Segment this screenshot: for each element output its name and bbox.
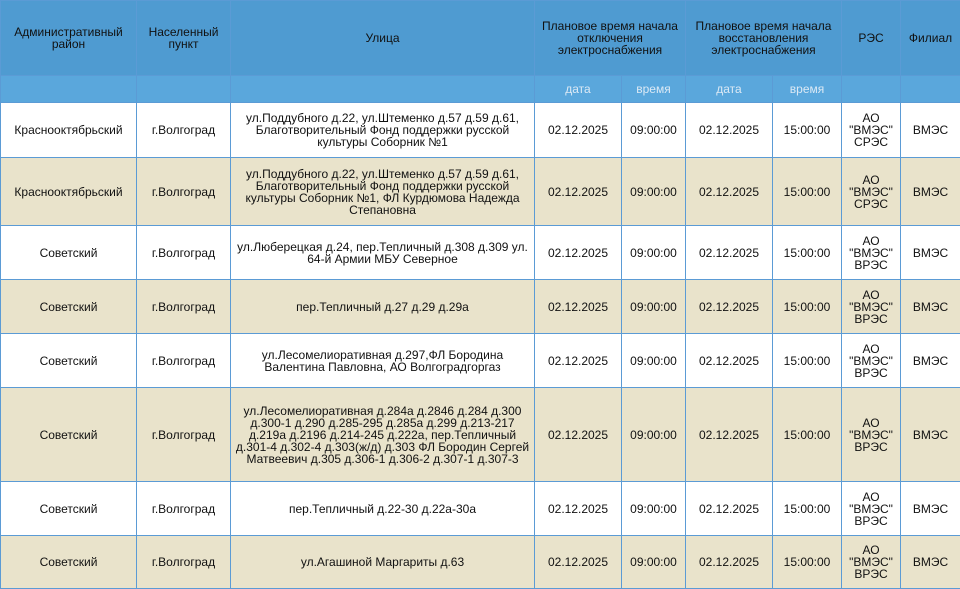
cell-district: Советский: [1, 388, 137, 482]
cell-on-time: 15:00:00: [773, 158, 842, 226]
cell-res: [842, 158, 901, 226]
cell-district: Советский: [1, 536, 137, 589]
cell-on-date: 02.12.2025: [686, 334, 773, 388]
res-line: АО: [862, 543, 879, 557]
cell-settlement: г.Волгоград: [137, 226, 231, 280]
table-row: [1, 388, 960, 482]
res-line: АО: [862, 173, 879, 187]
cell-district: Советский: [1, 280, 137, 334]
cell-res: [842, 388, 901, 482]
cell-res: [842, 280, 901, 334]
cell-on-time: 15:00:00: [773, 226, 842, 280]
cell-on-time: 15:00:00: [773, 388, 842, 482]
table-row: [1, 536, 960, 589]
subheader-empty: [842, 76, 901, 103]
table-body: [1, 103, 960, 589]
cell-on-time: 15:00:00: [773, 280, 842, 334]
cell-district: Краснооктябрьский: [1, 158, 137, 226]
cell-res: [842, 103, 901, 158]
subheader-on-time: время: [773, 76, 842, 103]
cell-branch: ВМЭС: [901, 103, 960, 158]
cell-res: [842, 482, 901, 536]
cell-settlement: г.Волгоград: [137, 388, 231, 482]
cell-off-time: 09:00:00: [622, 103, 686, 158]
cell-on-date: 02.12.2025: [686, 158, 773, 226]
cell-settlement: г.Волгоград: [137, 103, 231, 158]
subheader-off-time: время: [622, 76, 686, 103]
res-line: ВРЭС: [854, 312, 887, 326]
cell-district: Советский: [1, 334, 137, 388]
res-line: АО: [862, 234, 879, 248]
cell-off-time: 09:00:00: [622, 280, 686, 334]
cell-res: [842, 334, 901, 388]
cell-off-date: 02.12.2025: [535, 226, 622, 280]
cell-off-date: 02.12.2025: [535, 103, 622, 158]
header-row: [1, 1, 960, 76]
subheader-empty: [901, 76, 960, 103]
subheader-on-date: дата: [686, 76, 773, 103]
table-row: [1, 226, 960, 280]
cell-settlement: г.Волгоград: [137, 536, 231, 589]
cell-off-time: 09:00:00: [622, 158, 686, 226]
cell-off-time: 09:00:00: [622, 226, 686, 280]
res-line: АО: [862, 342, 879, 356]
res-line: ВРЭС: [854, 567, 887, 581]
cell-on-date: 02.12.2025: [686, 226, 773, 280]
res-line: "ВМЭС": [849, 502, 893, 516]
table-row: [1, 103, 960, 158]
header-branch: Филиал: [901, 1, 960, 76]
cell-street: ул.Поддубного д.22, ул.Штеменко д.57 д.59 д.61, Благотворительный Фонд поддержки русской культуры Соборник №1: [231, 103, 535, 158]
cell-off-date: 02.12.2025: [535, 158, 622, 226]
cell-on-time: 15:00:00: [773, 536, 842, 589]
cell-street: ул.Поддубного д.22, ул.Штеменко д.57 д.59 д.61, Благотворительный Фонд поддержки русской культуры Соборник №1, ФЛ Курдюмова Надежда Степановна: [231, 158, 535, 226]
cell-on-time: 15:00:00: [773, 103, 842, 158]
cell-settlement: г.Волгоград: [137, 280, 231, 334]
cell-on-date: 02.12.2025: [686, 280, 773, 334]
cell-off-date: 02.12.2025: [535, 280, 622, 334]
cell-res: [842, 226, 901, 280]
cell-off-time: 09:00:00: [622, 536, 686, 589]
cell-street: ул.Люберецкая д.24, пер.Тепличный д.308 д.309 ул. 64-й Армии МБУ Северное: [231, 226, 535, 280]
res-line: АО: [862, 288, 879, 302]
cell-off-time: 09:00:00: [622, 334, 686, 388]
res-line: "ВМЭС": [849, 185, 893, 199]
cell-off-date: 02.12.2025: [535, 482, 622, 536]
cell-street: ул.Агашиной Маргариты д.63: [231, 536, 535, 589]
cell-settlement: г.Волгоград: [137, 482, 231, 536]
cell-off-date: 02.12.2025: [535, 334, 622, 388]
table-row: [1, 158, 960, 226]
res-line: АО: [862, 490, 879, 504]
table-row: [1, 334, 960, 388]
res-line: "ВМЭС": [849, 428, 893, 442]
cell-branch: ВМЭС: [901, 536, 960, 589]
cell-branch: ВМЭС: [901, 334, 960, 388]
cell-district: Советский: [1, 482, 137, 536]
res-line: СРЭС: [854, 135, 888, 149]
header-street: Улица: [231, 1, 535, 76]
cell-settlement: г.Волгоград: [137, 334, 231, 388]
table-row: [1, 280, 960, 334]
res-line: "ВМЭС": [849, 555, 893, 569]
cell-settlement: г.Волгоград: [137, 158, 231, 226]
cell-res: [842, 536, 901, 589]
cell-off-date: 02.12.2025: [535, 388, 622, 482]
cell-branch: ВМЭС: [901, 158, 960, 226]
cell-on-date: 02.12.2025: [686, 536, 773, 589]
res-line: АО: [862, 416, 879, 430]
res-line: ВРЭС: [854, 258, 887, 272]
cell-street: ул.Лесомелиоративная д.297,ФЛ Бородина Валентина Павловна, АО Волгоградгоргаз: [231, 334, 535, 388]
cell-on-date: 02.12.2025: [686, 482, 773, 536]
res-line: ВРЭС: [854, 366, 887, 380]
res-line: "ВМЭС": [849, 300, 893, 314]
subheader-off-date: дата: [535, 76, 622, 103]
res-line: ВРЭС: [854, 440, 887, 454]
cell-street: пер.Тепличный д.22-30 д.22а-30а: [231, 482, 535, 536]
header-outage-start: Плановое время начала отключения электроснабжения: [535, 1, 686, 76]
cell-on-time: 15:00:00: [773, 482, 842, 536]
cell-on-date: 02.12.2025: [686, 103, 773, 158]
header-restore-start: Плановое время начала восстановления электроснабжения: [686, 1, 842, 76]
cell-district: Советский: [1, 226, 137, 280]
res-line: "ВМЭС": [849, 354, 893, 368]
cell-branch: ВМЭС: [901, 482, 960, 536]
subheader-row: [1, 76, 960, 103]
res-line: АО: [862, 111, 879, 125]
table-row: [1, 482, 960, 536]
header-settlement: Населенный пункт: [137, 1, 231, 76]
res-line: ВРЭС: [854, 514, 887, 528]
header-res: РЭС: [842, 1, 901, 76]
cell-branch: ВМЭС: [901, 388, 960, 482]
cell-on-date: 02.12.2025: [686, 388, 773, 482]
res-line: "ВМЭС": [849, 123, 893, 137]
cell-branch: ВМЭС: [901, 280, 960, 334]
table-header: [1, 1, 960, 103]
cell-off-time: 09:00:00: [622, 482, 686, 536]
cell-district: Краснооктябрьский: [1, 103, 137, 158]
cell-street: ул.Лесомелиоративная д.284а д.2846 д.284 д.300 д.300-1 д.290 д.285-295 д.285а д.299 д.213-217 д.219а д.2196 д.214-245 д.222а, пер.Тепличный д.301-4 д.302-4 д.303(ж/д) д.303 ФЛ Бородин Сергей Матвеевич д.305 д.306-1 д.306-2 д.307-1 д.307-3: [231, 388, 535, 482]
cell-off-time: 09:00:00: [622, 388, 686, 482]
cell-on-time: 15:00:00: [773, 334, 842, 388]
cell-branch: ВМЭС: [901, 226, 960, 280]
cell-off-date: 02.12.2025: [535, 536, 622, 589]
res-line: СРЭС: [854, 197, 888, 211]
cell-street: пер.Тепличный д.27 д.29 д.29а: [231, 280, 535, 334]
subheader-empty: [1, 76, 137, 103]
res-line: "ВМЭС": [849, 246, 893, 260]
subheader-empty: [231, 76, 535, 103]
subheader-empty: [137, 76, 231, 103]
header-district: Административный район: [1, 1, 137, 76]
